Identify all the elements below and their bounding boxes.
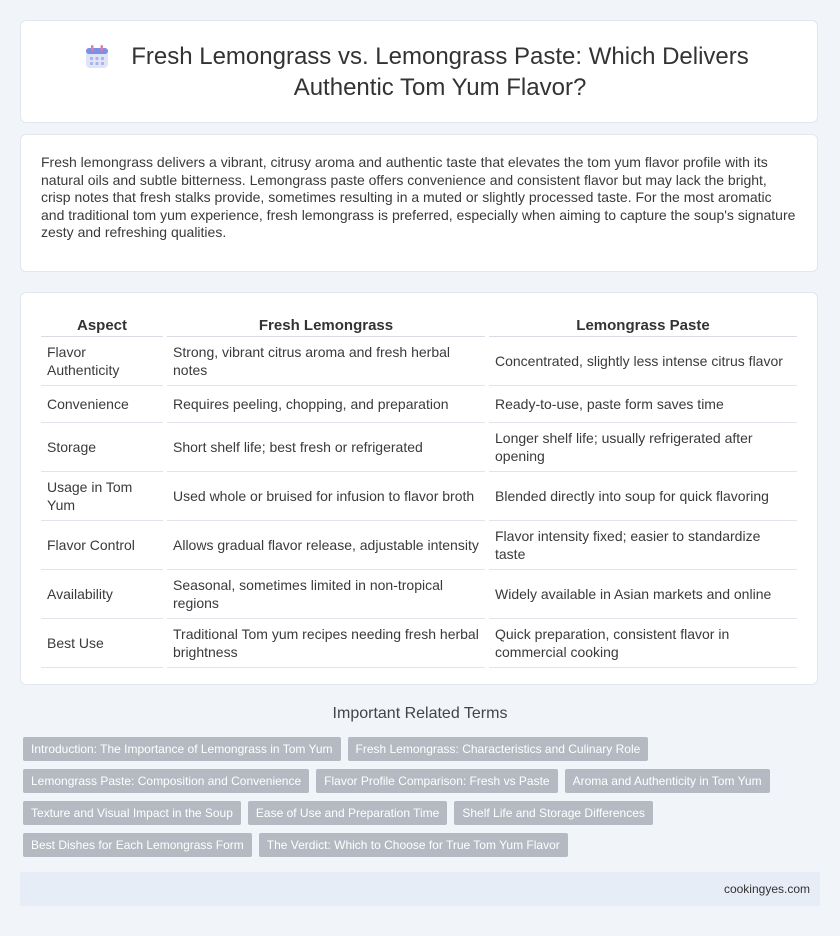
table-row <box>41 423 797 472</box>
table-cell: Widely available in Asian markets and online <box>489 570 797 619</box>
table-cell: Traditional Tom yum recipes needing fresh herbal brightness <box>167 619 485 668</box>
table-cell: Blended directly into soup for quick flavoring <box>489 472 797 521</box>
footer-bar <box>20 872 820 906</box>
table-row <box>41 386 797 423</box>
related-term-tag[interactable]: Ease of Use and Preparation Time <box>248 801 447 825</box>
table-cell: Strong, vibrant citrus aroma and fresh herbal notes <box>167 337 485 386</box>
table-cell: Flavor Authenticity <box>41 337 163 386</box>
related-term-tag[interactable]: Flavor Profile Comparison: Fresh vs Paste <box>316 769 557 793</box>
table-cell: Used whole or bruised for infusion to flavor broth <box>167 472 485 521</box>
related-term-tag[interactable]: Texture and Visual Impact in the Soup <box>23 801 241 825</box>
related-term-tag[interactable]: Introduction: The Importance of Lemongrass in Tom Yum <box>23 737 341 761</box>
related-term-tag[interactable]: Fresh Lemongrass: Characteristics and Culinary Role <box>348 737 649 761</box>
table-row <box>41 472 797 521</box>
table-cell: Storage <box>41 423 163 472</box>
related-term-tag[interactable]: Aroma and Authenticity in Tom Yum <box>565 769 770 793</box>
header-card <box>20 20 818 123</box>
table-cell: Allows gradual flavor release, adjustable intensity <box>167 521 485 570</box>
table-cell: Convenience <box>41 386 163 423</box>
related-terms-list <box>23 737 813 857</box>
table-cell: Seasonal, sometimes limited in non-tropical regions <box>167 570 485 619</box>
comparison-card <box>20 292 818 685</box>
related-term-tag[interactable]: Best Dishes for Each Lemongrass Form <box>23 833 252 857</box>
site-name[interactable]: cookingyes.com <box>723 882 810 896</box>
table-cell: Flavor intensity fixed; easier to standardize taste <box>489 521 797 570</box>
table-cell: Short shelf life; best fresh or refrigerated <box>167 423 485 472</box>
intro-text: Fresh lemongrass delivers a vibrant, citrusy aroma and authentic taste that elevates the tom yum flavor profile with its natural oils and subtle bitterness. Lemongrass paste offers convenience and consistent flavor but may lack the bright, crisp notes that fresh stalks provide, sometimes resulting in a muted or slightly processed taste. For the most aromatic and traditional tom yum experience, fresh lemongrass is preferred, especially when aiming to capture the soup's signature zesty and refreshing qualities. <box>41 154 796 241</box>
table-cell: Availability <box>41 570 163 619</box>
table-cell: Ready-to-use, paste form saves time <box>489 386 797 423</box>
intro-card <box>20 134 818 272</box>
page-title: Fresh Lemongrass vs. Lemongrass Paste: Which Delivers Authentic Tom Yum Flavor? <box>131 42 749 101</box>
related-term-tag[interactable]: The Verdict: Which to Choose for True Tom Yum Flavor <box>259 833 568 857</box>
table-row <box>41 619 797 668</box>
column-header-paste: Lemongrass Paste <box>489 311 797 337</box>
table-cell: Requires peeling, chopping, and preparation <box>167 386 485 423</box>
comparison-table <box>37 311 801 668</box>
table-row <box>41 337 797 386</box>
column-header-fresh: Fresh Lemongrass <box>167 311 485 337</box>
table-cell: Longer shelf life; usually refrigerated after opening <box>489 423 797 472</box>
table-cell: Flavor Control <box>41 521 163 570</box>
table-row <box>41 521 797 570</box>
calendar-icon <box>83 43 111 71</box>
related-term-tag[interactable]: Lemongrass Paste: Composition and Convenience <box>23 769 309 793</box>
table-cell: Usage in Tom Yum <box>41 472 163 521</box>
table-cell: Quick preparation, consistent flavor in commercial cooking <box>489 619 797 668</box>
table-row <box>41 570 797 619</box>
column-header-aspect: Aspect <box>41 311 163 337</box>
table-cell: Concentrated, slightly less intense citrus flavor <box>489 337 797 386</box>
related-terms-heading: Important Related Terms <box>332 705 508 722</box>
table-cell: Best Use <box>41 619 163 668</box>
related-term-tag[interactable]: Shelf Life and Storage Differences <box>454 801 653 825</box>
